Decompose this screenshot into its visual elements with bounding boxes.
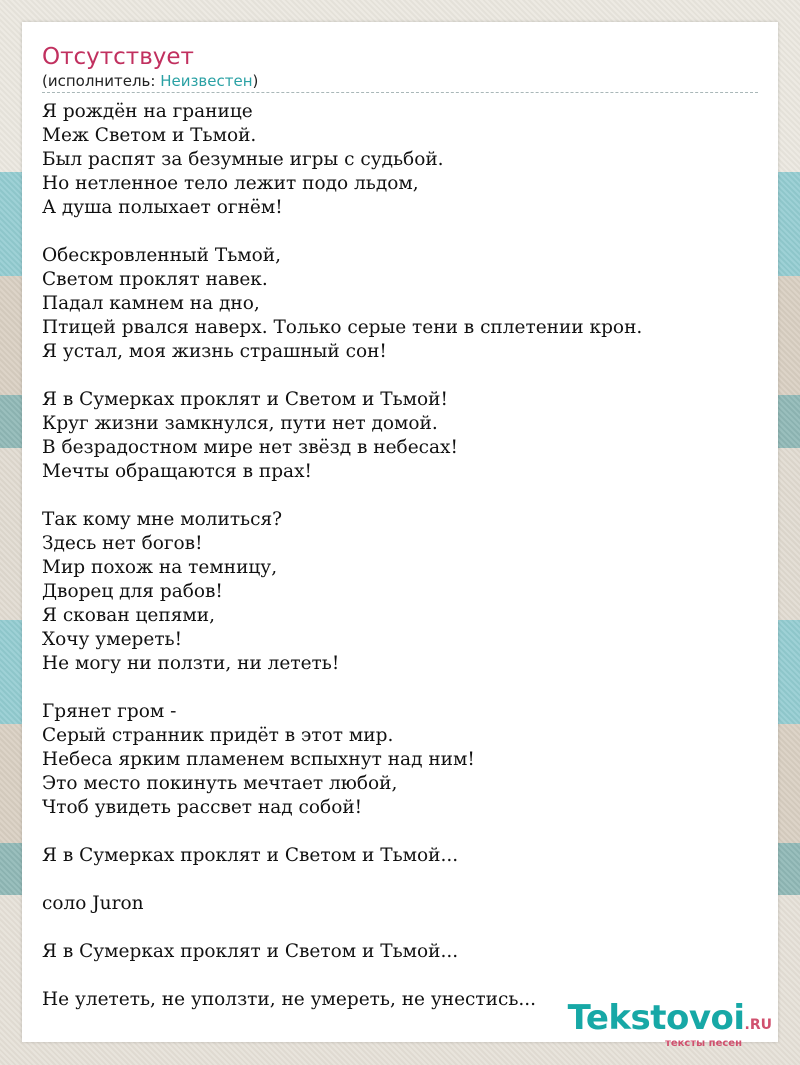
artist-prefix: (исполнитель: [42,72,161,90]
song-title: Отсутствует [42,44,194,70]
site-logo [568,1000,772,1043]
lyrics-card [22,22,778,1042]
logo-tagline: тексты песен [665,1038,742,1049]
lyrics-text: Я рождён на границе Меж Светом и Тьмой. Был распят за безумные игры с судьбой. Но нетленное тело лежит подо льдом, А душа полыхает огнём! Обескровленный Тьмой, Светом проклят навек. Падал камнем на дно, Птицей рвался наверх. Только серые тени в сплетении крон. Я устал, моя жизнь страшный сон! Я в Сумерках проклят и Светом и Тьмой! Круг жизни замкнулся, пути нет домой. В безрадостном мире нет звёзд в небесах! Мечты обращаются в прах! Так кому мне молиться? Здесь нет богов! Мир похож на темницу, Дворец для рабов! Я скован цепями, Хочу умереть! Не могу ни ползти, ни лететь! Грянет гром - Серый странник придёт в этот мир. Небеса ярким пламенем вспыхнут над ним! Это место покинуть мечтает любой, Чтоб увидеть рассвет над собой! Я в Сумерках проклят и Светом и Тьмой... соло Juron Я в Сумерках проклят и Светом и Тьмой... Не улететь, не уползти, не умереть, не унестись... [42,101,643,1010]
artist-line [42,72,758,90]
logo-tld: .RU [744,1017,772,1033]
logo-brand: Tekstovoi [567,998,745,1038]
artist-link[interactable]: Неизвестен [160,72,253,90]
song-header [42,42,758,93]
artist-suffix: ) [252,72,259,90]
site-watermark [568,1000,772,1049]
